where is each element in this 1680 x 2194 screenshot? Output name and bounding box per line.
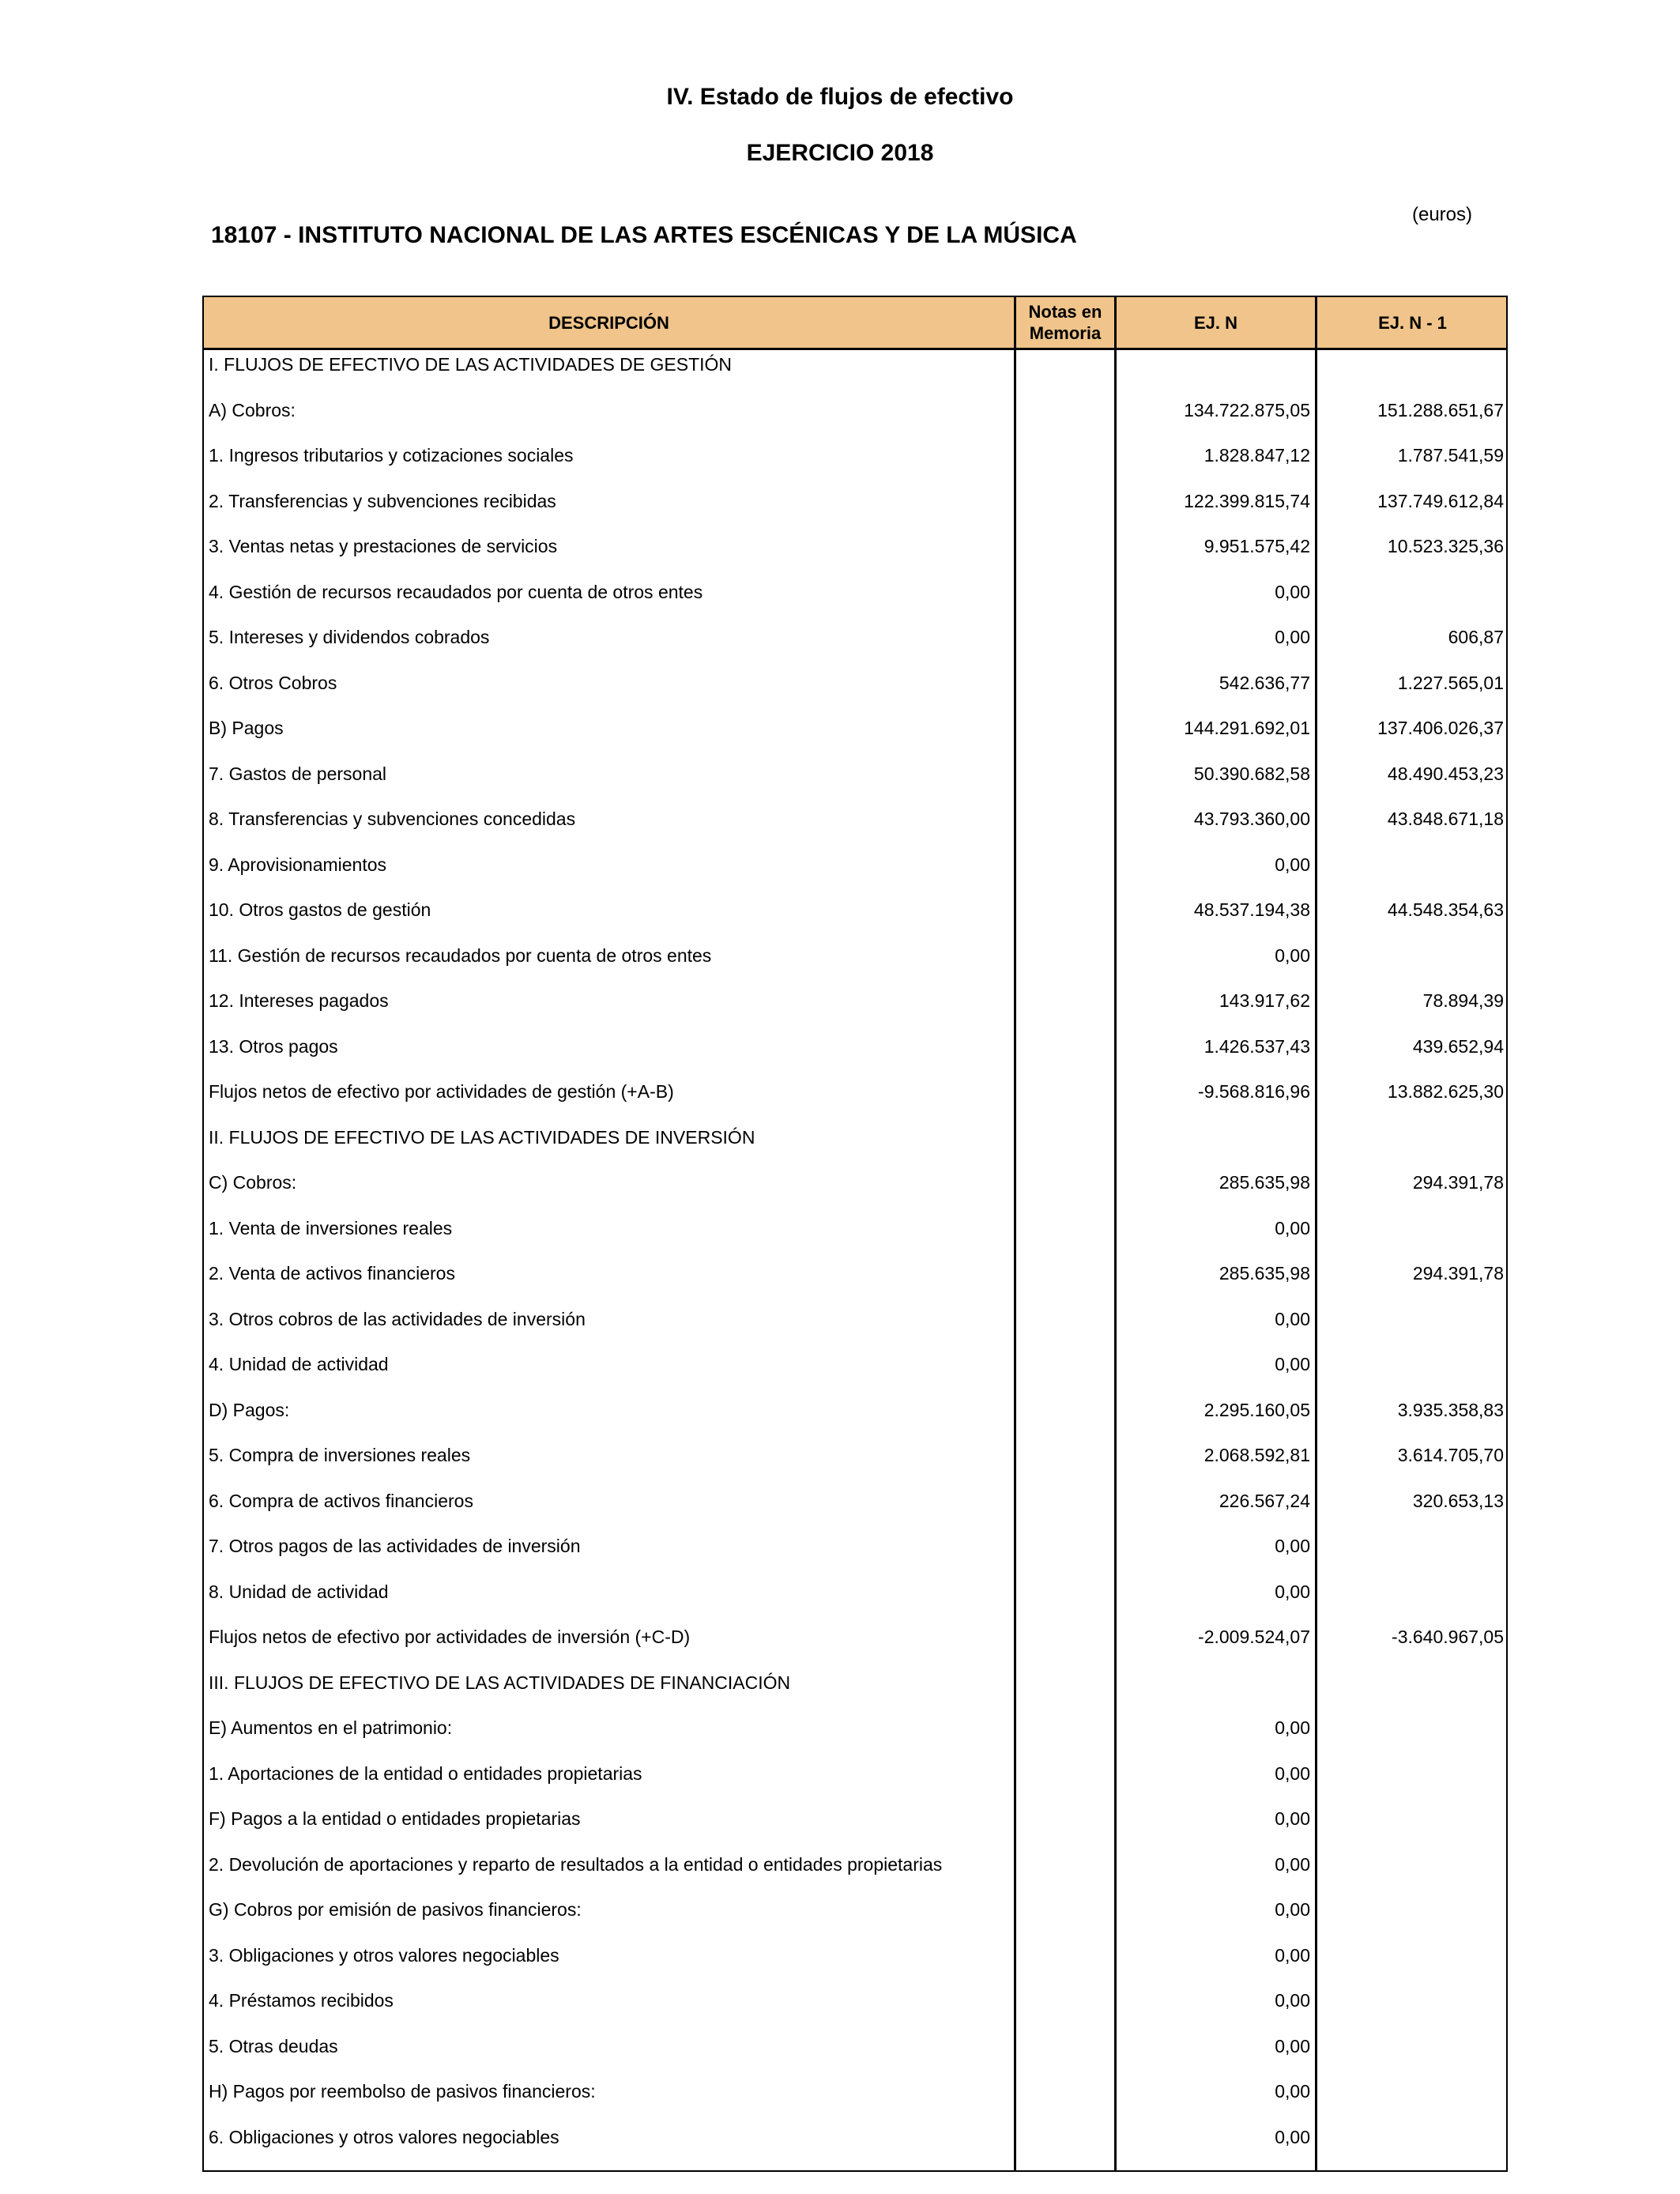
row-value-current-year: 0,00 xyxy=(1275,627,1310,647)
row-value-current-year: 143.917,62 xyxy=(1219,990,1310,1011)
table-row xyxy=(204,986,1506,1032)
column-divider xyxy=(1014,297,1016,2170)
table-row xyxy=(204,1895,1506,1941)
row-description: H) Pagos por reembolso de pasivos financieros: xyxy=(209,2081,596,2102)
row-value-current-year: 0,00 xyxy=(1275,1762,1310,1784)
currency-units-label: (euros) xyxy=(1411,204,1473,225)
row-value-previous-year: -3.640.967,05 xyxy=(1392,1627,1504,1647)
row-description: 6. Obligaciones y otros valores negociables xyxy=(209,2126,559,2147)
cash-flow-table xyxy=(202,296,1508,2172)
table-row xyxy=(204,1214,1506,1260)
table-row xyxy=(204,1168,1506,1214)
row-value-current-year: 0,00 xyxy=(1275,2126,1310,2147)
row-value-current-year: 542.636,77 xyxy=(1219,672,1310,693)
row-description: 9. Aprovisionamientos xyxy=(209,854,387,875)
table-row xyxy=(204,2123,1506,2169)
table-row xyxy=(204,1986,1506,2032)
row-value-current-year: 1.828.847,12 xyxy=(1203,445,1310,466)
row-value-previous-year: 3.935.358,83 xyxy=(1397,1399,1504,1420)
table-row xyxy=(204,350,1506,396)
table-row xyxy=(204,1804,1506,1850)
row-value-current-year: -9.568.816,96 xyxy=(1198,1081,1310,1102)
row-value-previous-year: 48.490.453,23 xyxy=(1387,763,1504,784)
table-row xyxy=(204,1123,1506,1169)
row-value-current-year: 0,00 xyxy=(1275,581,1310,602)
table-row xyxy=(204,487,1506,533)
column-divider xyxy=(1114,297,1117,2170)
fiscal-year-heading: EJERCICIO 2018 xyxy=(746,140,934,166)
table-row xyxy=(204,1759,1506,1805)
header-previous-year: EJ. N - 1 xyxy=(1378,312,1447,333)
row-value-previous-year: 137.406.026,37 xyxy=(1377,718,1504,738)
row-description: D) Pagos: xyxy=(209,1399,290,1420)
table-row xyxy=(204,941,1506,987)
row-description: 5. Otras deudas xyxy=(209,2035,338,2056)
table-row xyxy=(204,2077,1506,2123)
row-description: 6. Compra de activos financieros xyxy=(209,1490,473,1511)
row-value-current-year: -2.009.524,07 xyxy=(1198,1627,1310,1647)
table-row xyxy=(204,1441,1506,1487)
row-value-current-year: 0,00 xyxy=(1275,1990,1310,2011)
row-value-previous-year: 13.882.625,30 xyxy=(1387,1081,1504,1102)
header-current-year: EJ. N xyxy=(1193,312,1238,333)
header-notes: Notas en Memoria xyxy=(1028,302,1102,343)
row-value-current-year: 48.537.194,38 xyxy=(1193,899,1310,920)
row-description: 1. Ingresos tributarios y cotizaciones sociales xyxy=(209,445,574,466)
row-value-previous-year: 320.653,13 xyxy=(1412,1490,1504,1511)
row-value-current-year: 0,00 xyxy=(1275,1581,1310,1602)
row-value-previous-year: 44.548.354,63 xyxy=(1387,899,1504,920)
table-body xyxy=(204,350,1506,2168)
table-header xyxy=(204,297,1506,350)
row-value-current-year: 0,00 xyxy=(1275,1717,1310,1738)
entity-heading: 18107 - INSTITUTO NACIONAL DE LAS ARTES ESCÉNICAS Y DE LA MÚSICA xyxy=(211,222,1077,248)
document-title: IV. Estado de flujos de efectivo xyxy=(666,84,1014,110)
row-value-current-year: 0,00 xyxy=(1275,1853,1310,1875)
row-value-current-year: 226.567,24 xyxy=(1219,1490,1310,1511)
table-row xyxy=(204,895,1506,941)
table-row xyxy=(204,532,1506,578)
row-description: B) Pagos xyxy=(209,718,284,738)
row-description: 1. Aportaciones de la entidad o entidades propietarias xyxy=(209,1762,642,1784)
table-row xyxy=(204,1032,1506,1078)
row-description: 2. Venta de activos financieros xyxy=(209,1263,455,1284)
row-value-previous-year: 151.288.651,67 xyxy=(1377,399,1504,420)
row-value-previous-year: 137.749.612,84 xyxy=(1377,490,1504,511)
row-description: II. FLUJOS DE EFECTIVO DE LAS ACTIVIDADES DE INVERSIÓN xyxy=(209,1126,755,1148)
row-description: 5. Compra de inversiones reales xyxy=(209,1445,471,1465)
table-row xyxy=(204,805,1506,850)
row-value-current-year: 285.635,98 xyxy=(1219,1263,1310,1284)
row-value-current-year: 2.068.592,81 xyxy=(1203,1445,1310,1465)
table-row xyxy=(204,1623,1506,1668)
row-description: 5. Intereses y dividendos cobrados xyxy=(209,627,490,647)
table-row xyxy=(204,1350,1506,1396)
row-value-current-year: 0,00 xyxy=(1275,1217,1310,1238)
row-description: 12. Intereses pagados xyxy=(209,990,389,1011)
row-value-previous-year: 3.614.705,70 xyxy=(1397,1445,1504,1465)
row-value-current-year: 0,00 xyxy=(1275,1308,1310,1329)
row-value-current-year: 43.793.360,00 xyxy=(1193,809,1310,829)
row-value-previous-year: 439.652,94 xyxy=(1412,1035,1504,1057)
row-value-previous-year: 43.848.671,18 xyxy=(1387,809,1504,829)
table-row xyxy=(204,1941,1506,1987)
row-value-current-year: 0,00 xyxy=(1275,1536,1310,1556)
table-row xyxy=(204,396,1506,442)
row-description: F) Pagos a la entidad o entidades propietarias xyxy=(209,1808,581,1829)
row-value-current-year: 0,00 xyxy=(1275,1808,1310,1829)
row-value-current-year: 0,00 xyxy=(1275,2081,1310,2102)
row-value-previous-year: 1.787.541,59 xyxy=(1397,445,1504,466)
row-value-previous-year: 10.523.325,36 xyxy=(1387,536,1504,556)
row-description: 1. Venta de inversiones reales xyxy=(209,1217,453,1238)
table-row xyxy=(204,441,1506,487)
row-description: 11. Gestión de recursos recaudados por cuenta de otros entes xyxy=(209,944,712,966)
row-value-current-year: 0,00 xyxy=(1275,854,1310,875)
row-value-current-year: 144.291.692,01 xyxy=(1184,718,1310,738)
table-row xyxy=(204,714,1506,760)
row-description: 4. Préstamos recibidos xyxy=(209,1990,394,2011)
table-row xyxy=(204,760,1506,805)
row-value-previous-year: 1.227.565,01 xyxy=(1397,672,1504,693)
row-description: 10. Otros gastos de gestión xyxy=(209,899,431,920)
row-description: 2. Devolución de aportaciones y reparto de resultados a la entidad o entidades propietarias xyxy=(209,1853,943,1875)
table-row xyxy=(204,1532,1506,1578)
row-value-current-year: 0,00 xyxy=(1275,1354,1310,1374)
row-value-previous-year: 294.391,78 xyxy=(1412,1263,1504,1284)
row-value-previous-year: 294.391,78 xyxy=(1412,1172,1504,1193)
row-description: Flujos netos de efectivo por actividades de inversión (+C-D) xyxy=(209,1627,691,1647)
row-description: 4. Gestión de recursos recaudados por cuenta de otros entes xyxy=(209,581,703,602)
table-row xyxy=(204,1305,1506,1351)
row-value-current-year: 134.722.875,05 xyxy=(1184,399,1310,420)
row-description: Flujos netos de efectivo por actividades de gestión (+A-B) xyxy=(209,1081,674,1102)
table-row xyxy=(204,1396,1506,1442)
row-description: 3. Obligaciones y otros valores negociables xyxy=(209,1944,559,1966)
row-value-current-year: 0,00 xyxy=(1275,944,1310,966)
row-description: 8. Unidad de actividad xyxy=(209,1581,389,1602)
row-value-current-year: 0,00 xyxy=(1275,1899,1310,1920)
row-value-current-year: 50.390.682,58 xyxy=(1193,763,1310,784)
row-description: 3. Ventas netas y prestaciones de servicios xyxy=(209,536,558,556)
row-value-current-year: 122.399.815,74 xyxy=(1184,490,1310,511)
table-row xyxy=(204,1487,1506,1532)
row-value-current-year: 0,00 xyxy=(1275,1944,1310,1966)
table-row xyxy=(204,1850,1506,1896)
row-description: 4. Unidad de actividad xyxy=(209,1354,389,1374)
table-row xyxy=(204,669,1506,714)
table-row xyxy=(204,1259,1506,1305)
table-row xyxy=(204,1077,1506,1123)
row-description: A) Cobros: xyxy=(209,399,296,420)
row-description: 8. Transferencias y subvenciones concedidas xyxy=(209,809,576,829)
row-value-current-year: 0,00 xyxy=(1275,2035,1310,2056)
row-value-previous-year: 606,87 xyxy=(1448,627,1504,647)
row-value-current-year: 9.951.575,42 xyxy=(1203,536,1310,556)
row-description: 13. Otros pagos xyxy=(209,1035,338,1057)
row-value-current-year: 1.426.537,43 xyxy=(1203,1035,1310,1057)
row-description: 6. Otros Cobros xyxy=(209,672,337,693)
row-description: 7. Gastos de personal xyxy=(209,763,387,784)
table-row xyxy=(204,578,1506,624)
row-description: I. FLUJOS DE EFECTIVO DE LAS ACTIVIDADES DE GESTIÓN xyxy=(209,354,733,375)
row-description: III. FLUJOS DE EFECTIVO DE LAS ACTIVIDADES DE FINANCIACIÓN xyxy=(209,1672,791,1693)
row-description: G) Cobros por emisión de pasivos financieros: xyxy=(209,1899,582,1920)
header-description: DESCRIPCIÓN xyxy=(548,312,669,333)
table-row xyxy=(204,850,1506,896)
table-row xyxy=(204,1713,1506,1759)
row-description: E) Aumentos en el patrimonio: xyxy=(209,1717,453,1738)
column-divider xyxy=(1315,297,1317,2170)
table-row xyxy=(204,1668,1506,1714)
row-value-current-year: 285.635,98 xyxy=(1219,1172,1310,1193)
table-row xyxy=(204,623,1506,669)
table-row xyxy=(204,2032,1506,2078)
row-description: 7. Otros pagos de las actividades de inversión xyxy=(209,1536,581,1556)
table-row xyxy=(204,1578,1506,1623)
row-value-previous-year: 78.894,39 xyxy=(1422,990,1504,1011)
row-description: 2. Transferencias y subvenciones recibidas xyxy=(209,490,556,511)
row-description: 3. Otros cobros de las actividades de inversión xyxy=(209,1308,586,1329)
row-description: C) Cobros: xyxy=(209,1172,297,1193)
row-value-current-year: 2.295.160,05 xyxy=(1203,1399,1310,1420)
